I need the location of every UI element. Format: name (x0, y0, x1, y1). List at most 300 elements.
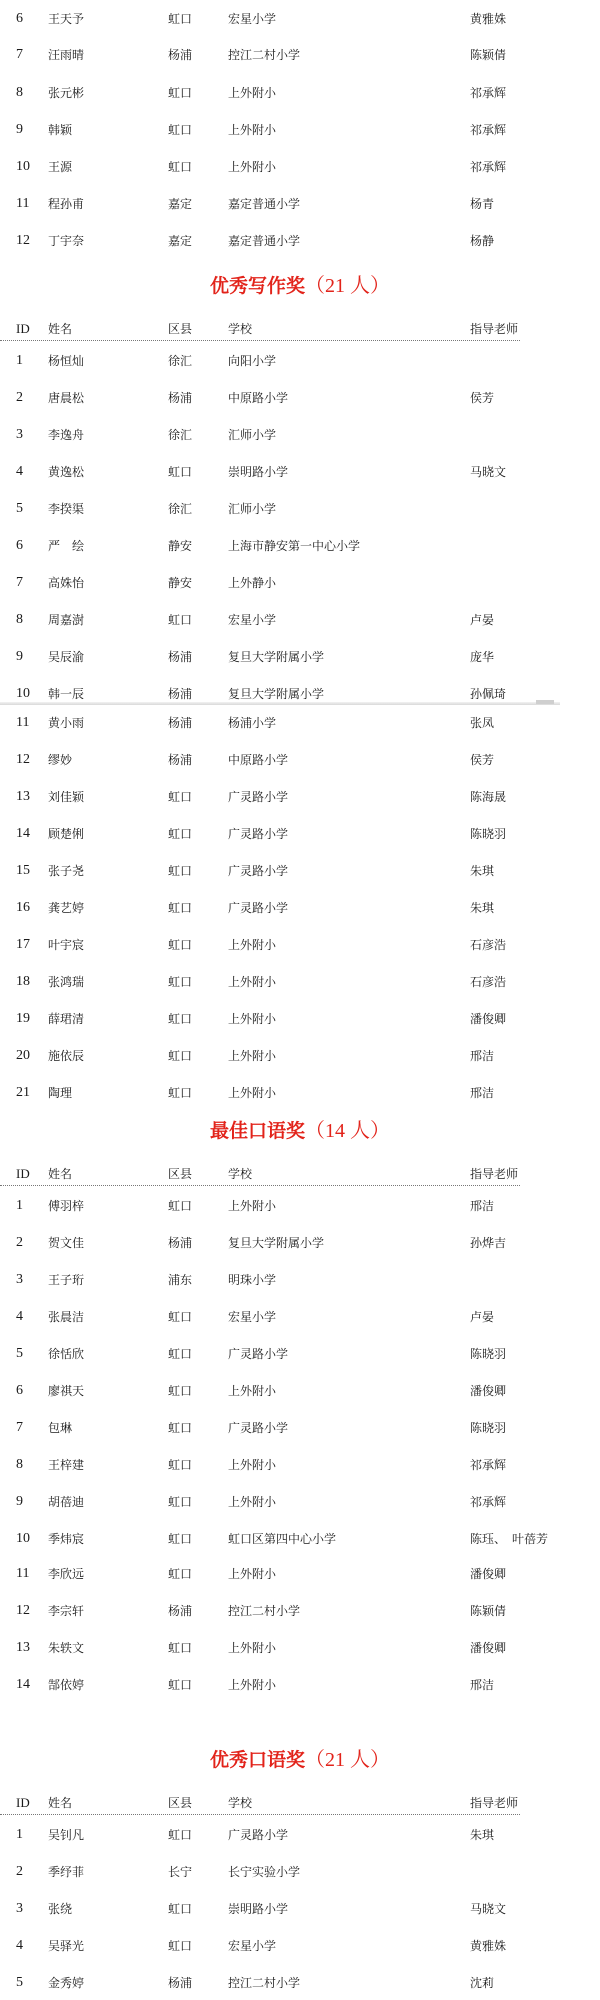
cell-district: 虹口 (168, 613, 193, 627)
table-row (0, 461, 600, 483)
cell-district: 静安 (168, 539, 193, 553)
cell-school: 广灵路小学 (228, 790, 289, 804)
table-row (0, 387, 600, 409)
cell-teacher: 祁承辉 (470, 86, 507, 100)
cell-id: 4 (16, 1938, 23, 1953)
cell-school: 上外附小 (228, 123, 277, 137)
section-title (0, 1746, 600, 1774)
cell-district: 静安 (168, 576, 193, 590)
table-row (0, 609, 600, 631)
cell-id: 19 (16, 1011, 30, 1026)
cell-school: 嘉定普通小学 (228, 197, 301, 211)
section-title (0, 272, 600, 300)
cell-district: 虹口 (168, 86, 193, 100)
table-row (0, 193, 600, 215)
cell-teacher: 潘俊卿 (470, 1641, 507, 1655)
cell-name: 金秀婷 (48, 1976, 85, 1990)
cell-teacher: 马晓文 (470, 1902, 507, 1916)
cell-name: 张绕 (48, 1902, 73, 1916)
table-row (0, 971, 600, 993)
cell-id: 2 (16, 1235, 23, 1250)
table-row (0, 119, 600, 141)
header-school: 学校 (228, 1796, 253, 1810)
cell-name: 李宗轩 (48, 1604, 85, 1618)
cell-school: 上海市静安第一中心小学 (228, 539, 361, 553)
cell-teacher: 祁承辉 (470, 123, 507, 137)
header-school: 学校 (228, 1167, 253, 1181)
table-row (0, 156, 600, 178)
cell-school: 上外附小 (228, 160, 277, 174)
table-row (0, 44, 600, 66)
table-row (0, 897, 600, 919)
cell-district: 虹口 (168, 1458, 193, 1472)
cell-teacher: 石彦浩 (470, 938, 507, 952)
cell-teacher: 陈晓羽 (470, 827, 507, 841)
cell-name: 吴辰渝 (48, 650, 85, 664)
cell-id: 6 (16, 1383, 23, 1398)
cell-id: 16 (16, 900, 30, 915)
cell-school: 控江二村小学 (228, 1604, 301, 1618)
table-row (0, 1045, 600, 1067)
cell-id: 21 (16, 1085, 30, 1100)
cell-teacher: 邢洁 (470, 1049, 495, 1063)
cell-name: 缪妙 (48, 753, 73, 767)
header-school: 学校 (228, 322, 253, 336)
cell-teacher: 邢洁 (470, 1678, 495, 1692)
cell-teacher: 邢洁 (470, 1199, 495, 1213)
cell-district: 虹口 (168, 1939, 193, 1953)
cell-teacher: 陈颖倩 (470, 48, 507, 62)
cell-district: 虹口 (168, 1641, 193, 1655)
cell-name: 杨恒灿 (48, 354, 85, 368)
cell-district: 杨浦 (168, 716, 193, 730)
cell-district: 嘉定 (168, 234, 193, 248)
table-row (0, 1491, 600, 1513)
cell-name: 包琳 (48, 1421, 73, 1435)
cell-id: 6 (16, 11, 23, 26)
cell-name: 李逸舟 (48, 428, 85, 442)
cell-school: 宏星小学 (228, 12, 277, 26)
cell-teacher: 张凤 (470, 716, 495, 730)
cell-school: 宏星小学 (228, 613, 277, 627)
table-row (0, 1972, 600, 1994)
cell-id: 4 (16, 464, 23, 479)
header-name: 姓名 (48, 1796, 73, 1810)
table-row (0, 1935, 600, 1957)
cell-school: 宏星小学 (228, 1939, 277, 1953)
page-break-marker (536, 700, 554, 704)
table-row (0, 823, 600, 845)
section-title-text: 优秀写作奖 (209, 275, 305, 297)
cell-district: 虹口 (168, 1495, 193, 1509)
header-id: ID (16, 1166, 30, 1181)
table-row (0, 8, 600, 30)
cell-district: 虹口 (168, 827, 193, 841)
cell-school: 控江二村小学 (228, 48, 301, 62)
table-row (0, 498, 600, 520)
cell-district: 浦东 (168, 1273, 193, 1287)
cell-teacher: 侯芳 (470, 391, 495, 405)
cell-district: 虹口 (168, 1421, 193, 1435)
cell-name: 张鸿瑞 (48, 975, 85, 989)
cell-id: 3 (16, 1272, 23, 1287)
cell-school: 广灵路小学 (228, 827, 289, 841)
cell-name: 季纾菲 (48, 1865, 85, 1879)
table-row (0, 1563, 600, 1585)
cell-name: 季炜宸 (48, 1532, 85, 1546)
cell-district: 徐汇 (168, 502, 193, 516)
cell-id: 10 (16, 159, 30, 174)
section-title-text: 优秀口语奖 (209, 1749, 305, 1771)
cell-name: 陶理 (48, 1086, 73, 1100)
cell-school: 复旦大学附属小学 (228, 1236, 325, 1250)
cell-name: 郜依婷 (48, 1678, 85, 1692)
cell-district: 虹口 (168, 1347, 193, 1361)
table-row (0, 1232, 600, 1254)
table-row (0, 1380, 600, 1402)
cell-name: 张元彬 (48, 86, 85, 100)
cell-id: 12 (16, 752, 30, 767)
cell-school: 上外附小 (228, 1641, 277, 1655)
cell-name: 徐恬欣 (48, 1347, 85, 1361)
cell-name: 吴驿光 (48, 1939, 85, 1953)
header-name: 姓名 (48, 1167, 73, 1181)
cell-name: 黄逸松 (48, 465, 85, 479)
cell-district: 虹口 (168, 1049, 193, 1063)
section-count: （14 人） (305, 1120, 390, 1142)
cell-teacher: 石彦浩 (470, 975, 507, 989)
cell-name: 刘佳颖 (48, 790, 85, 804)
table-row (0, 1269, 600, 1291)
cell-district: 虹口 (168, 938, 193, 952)
cell-teacher: 祁承辉 (470, 1495, 507, 1509)
cell-teacher: 陈海晟 (470, 790, 507, 804)
cell-id: 11 (16, 715, 30, 730)
cell-name: 李揆渠 (48, 502, 85, 516)
cell-district: 虹口 (168, 1012, 193, 1026)
cell-district: 虹口 (168, 1828, 193, 1842)
cell-name: 叶宇宸 (48, 938, 85, 952)
cell-name: 施依辰 (48, 1049, 85, 1063)
table-header (0, 1163, 520, 1186)
table-header (0, 318, 520, 341)
cell-teacher: 潘俊卿 (470, 1012, 507, 1026)
cell-teacher: 侯芳 (470, 753, 495, 767)
cell-id: 1 (16, 353, 23, 368)
cell-district: 虹口 (168, 1086, 193, 1100)
cell-district: 徐汇 (168, 428, 193, 442)
table-row (0, 1008, 600, 1030)
cell-id: 9 (16, 122, 23, 137)
cell-school: 上外附小 (228, 1458, 277, 1472)
cell-name: 王天予 (48, 12, 85, 26)
cell-id: 7 (16, 575, 23, 590)
cell-school: 广灵路小学 (228, 1347, 289, 1361)
cell-teacher: 潘俊卿 (470, 1567, 507, 1581)
table-row (0, 712, 600, 734)
table-row (0, 230, 600, 252)
cell-school: 上外附小 (228, 1495, 277, 1509)
cell-name: 丁宇奈 (48, 234, 85, 248)
cell-district: 虹口 (168, 901, 193, 915)
cell-district: 虹口 (168, 465, 193, 479)
table-row (0, 1306, 600, 1328)
cell-id: 17 (16, 937, 30, 952)
cell-teacher: 邢洁 (470, 1086, 495, 1100)
cell-school: 上外附小 (228, 975, 277, 989)
cell-school: 上外附小 (228, 1012, 277, 1026)
table-row (0, 535, 600, 557)
cell-id: 10 (16, 686, 30, 701)
table-row (0, 1454, 600, 1476)
header-id: ID (16, 1795, 30, 1810)
cell-teacher: 杨青 (470, 197, 495, 211)
section-title-text: 最佳口语奖 (209, 1120, 305, 1142)
table-row (0, 1082, 600, 1104)
section-count: （21 人） (305, 1749, 390, 1771)
cell-school: 上外附小 (228, 938, 277, 952)
cell-name: 顾楚俐 (48, 827, 85, 841)
table-row (0, 1861, 600, 1883)
cell-id: 4 (16, 1309, 23, 1324)
cell-district: 杨浦 (168, 391, 193, 405)
cell-teacher: 卢晏 (470, 613, 495, 627)
cell-name: 周嘉澍 (48, 613, 85, 627)
table-row (0, 749, 600, 771)
cell-district: 虹口 (168, 1678, 193, 1692)
table-row (0, 1898, 600, 1920)
cell-district: 虹口 (168, 1902, 193, 1916)
table-row (0, 1417, 600, 1439)
table-row (0, 1343, 600, 1365)
table-row (0, 572, 600, 594)
cell-teacher: 黄雅姝 (470, 12, 507, 26)
cell-district: 虹口 (168, 160, 193, 174)
table-row (0, 1674, 600, 1696)
cell-id: 11 (16, 1566, 30, 1581)
table-row (0, 1195, 600, 1217)
cell-school: 宏星小学 (228, 1310, 277, 1324)
cell-school: 中原路小学 (228, 391, 289, 405)
cell-id: 1 (16, 1198, 23, 1213)
cell-school: 虹口区第四中心小学 (228, 1532, 337, 1546)
table-row (0, 860, 600, 882)
cell-id: 5 (16, 501, 23, 516)
table-row (0, 1637, 600, 1659)
cell-id: 15 (16, 863, 30, 878)
cell-name: 王子珩 (48, 1273, 85, 1287)
cell-school: 汇师小学 (228, 428, 277, 442)
cell-name: 吴钊凡 (48, 1828, 85, 1842)
cell-teacher: 孙烨吉 (470, 1236, 507, 1250)
cell-district: 杨浦 (168, 1236, 193, 1250)
cell-teacher: 陈晓羽 (470, 1421, 507, 1435)
table-row (0, 82, 600, 104)
cell-teacher: 陈珏、 叶蓓芳 (470, 1532, 549, 1546)
cell-district: 长宁 (168, 1865, 193, 1879)
cell-district: 虹口 (168, 1567, 193, 1581)
cell-id: 20 (16, 1048, 30, 1063)
cell-school: 上外附小 (228, 1678, 277, 1692)
cell-district: 杨浦 (168, 753, 193, 767)
cell-name: 张晨洁 (48, 1310, 85, 1324)
cell-school: 杨浦小学 (228, 716, 277, 730)
cell-district: 杨浦 (168, 650, 193, 664)
cell-id: 12 (16, 233, 30, 248)
header-teacher: 指导老师 (470, 322, 519, 336)
cell-district: 杨浦 (168, 687, 193, 701)
cell-id: 6 (16, 538, 23, 553)
header-teacher: 指导老师 (470, 1167, 519, 1181)
cell-teacher: 朱琪 (470, 864, 495, 878)
cell-id: 3 (16, 1901, 23, 1916)
cell-name: 张子尧 (48, 864, 85, 878)
cell-teacher: 孙佩琦 (470, 687, 507, 701)
cell-name: 韩颖 (48, 123, 73, 137)
cell-id: 9 (16, 1494, 23, 1509)
cell-name: 薛珺清 (48, 1012, 85, 1026)
header-district: 区县 (168, 322, 193, 336)
table-row (0, 646, 600, 668)
cell-name: 傅羽梓 (48, 1199, 85, 1213)
cell-id: 13 (16, 1640, 30, 1655)
cell-id: 9 (16, 649, 23, 664)
cell-id: 13 (16, 789, 30, 804)
cell-teacher: 祁承辉 (470, 160, 507, 174)
cell-name: 程孙甫 (48, 197, 85, 211)
cell-district: 虹口 (168, 1532, 193, 1546)
cell-school: 广灵路小学 (228, 1421, 289, 1435)
cell-id: 1 (16, 1827, 23, 1842)
cell-name: 贺文佳 (48, 1236, 85, 1250)
cell-name: 龚艺婷 (48, 901, 85, 915)
section-count: （21 人） (305, 275, 390, 297)
cell-id: 8 (16, 612, 23, 627)
cell-teacher: 庞华 (470, 650, 495, 664)
cell-teacher: 黄雅姝 (470, 1939, 507, 1953)
cell-school: 广灵路小学 (228, 1828, 289, 1842)
cell-id: 10 (16, 1531, 30, 1546)
cell-district: 虹口 (168, 1384, 193, 1398)
cell-name: 韩一辰 (48, 687, 85, 701)
cell-district: 虹口 (168, 790, 193, 804)
header-id: ID (16, 321, 30, 336)
cell-name: 汪雨晴 (48, 48, 85, 62)
table-row (0, 424, 600, 446)
cell-district: 虹口 (168, 1310, 193, 1324)
cell-school: 上外附小 (228, 86, 277, 100)
cell-school: 长宁实验小学 (228, 1865, 301, 1879)
cell-name: 王源 (48, 160, 73, 174)
cell-school: 嘉定普通小学 (228, 234, 301, 248)
cell-id: 7 (16, 47, 23, 62)
cell-teacher: 陈晓羽 (470, 1347, 507, 1361)
cell-school: 上外附小 (228, 1384, 277, 1398)
cell-school: 复旦大学附属小学 (228, 650, 325, 664)
cell-school: 崇明路小学 (228, 1902, 289, 1916)
cell-district: 杨浦 (168, 1604, 193, 1618)
cell-teacher: 杨静 (470, 234, 495, 248)
cell-school: 汇师小学 (228, 502, 277, 516)
cell-teacher: 潘俊卿 (470, 1384, 507, 1398)
table-header (0, 1792, 520, 1815)
cell-id: 11 (16, 196, 30, 211)
table-row (0, 1528, 600, 1550)
header-district: 区县 (168, 1796, 193, 1810)
cell-school: 控江二村小学 (228, 1976, 301, 1990)
cell-district: 徐汇 (168, 354, 193, 368)
cell-id: 14 (16, 826, 30, 841)
cell-school: 广灵路小学 (228, 864, 289, 878)
header-name: 姓名 (48, 322, 73, 336)
cell-school: 崇明路小学 (228, 465, 289, 479)
cell-teacher: 卢晏 (470, 1310, 495, 1324)
cell-name: 廖祺天 (48, 1384, 85, 1398)
cell-id: 5 (16, 1975, 23, 1990)
cell-district: 杨浦 (168, 1976, 193, 1990)
cell-school: 中原路小学 (228, 753, 289, 767)
cell-school: 上外静小 (228, 576, 277, 590)
table-row (0, 350, 600, 372)
cell-name: 高姝怡 (48, 576, 85, 590)
cell-name: 李欣远 (48, 1567, 85, 1581)
cell-school: 复旦大学附属小学 (228, 687, 325, 701)
cell-id: 5 (16, 1346, 23, 1361)
table-row (0, 934, 600, 956)
header-district: 区县 (168, 1167, 193, 1181)
cell-school: 上外附小 (228, 1567, 277, 1581)
cell-teacher: 朱琪 (470, 901, 495, 915)
cell-teacher: 沈莉 (470, 1976, 495, 1990)
cell-district: 虹口 (168, 12, 193, 26)
table-row (0, 1600, 600, 1622)
cell-name: 王梓建 (48, 1458, 85, 1472)
section-title (0, 1117, 600, 1145)
cell-id: 14 (16, 1677, 30, 1692)
cell-id: 2 (16, 390, 23, 405)
header-teacher: 指导老师 (470, 1796, 519, 1810)
cell-district: 嘉定 (168, 197, 193, 211)
cell-school: 广灵路小学 (228, 901, 289, 915)
cell-name: 唐晨松 (48, 391, 85, 405)
cell-id: 2 (16, 1864, 23, 1879)
cell-teacher: 马晓文 (470, 465, 507, 479)
cell-id: 8 (16, 1457, 23, 1472)
cell-district: 虹口 (168, 864, 193, 878)
cell-district: 虹口 (168, 975, 193, 989)
cell-school: 上外附小 (228, 1049, 277, 1063)
cell-id: 3 (16, 427, 23, 442)
page-break-line (0, 702, 560, 705)
cell-district: 杨浦 (168, 48, 193, 62)
cell-district: 虹口 (168, 123, 193, 137)
cell-teacher: 祁承辉 (470, 1458, 507, 1472)
cell-school: 上外附小 (228, 1199, 277, 1213)
table-row (0, 786, 600, 808)
cell-teacher: 朱琪 (470, 1828, 495, 1842)
cell-id: 8 (16, 85, 23, 100)
cell-school: 上外附小 (228, 1086, 277, 1100)
cell-id: 7 (16, 1420, 23, 1435)
cell-teacher: 陈颖倩 (470, 1604, 507, 1618)
table-row (0, 1824, 600, 1846)
cell-name: 黄小雨 (48, 716, 85, 730)
cell-school: 明珠小学 (228, 1273, 277, 1287)
cell-name: 胡蓓迪 (48, 1495, 85, 1509)
cell-id: 18 (16, 974, 30, 989)
cell-name: 严 绘 (48, 539, 85, 553)
cell-school: 向阳小学 (228, 354, 277, 368)
